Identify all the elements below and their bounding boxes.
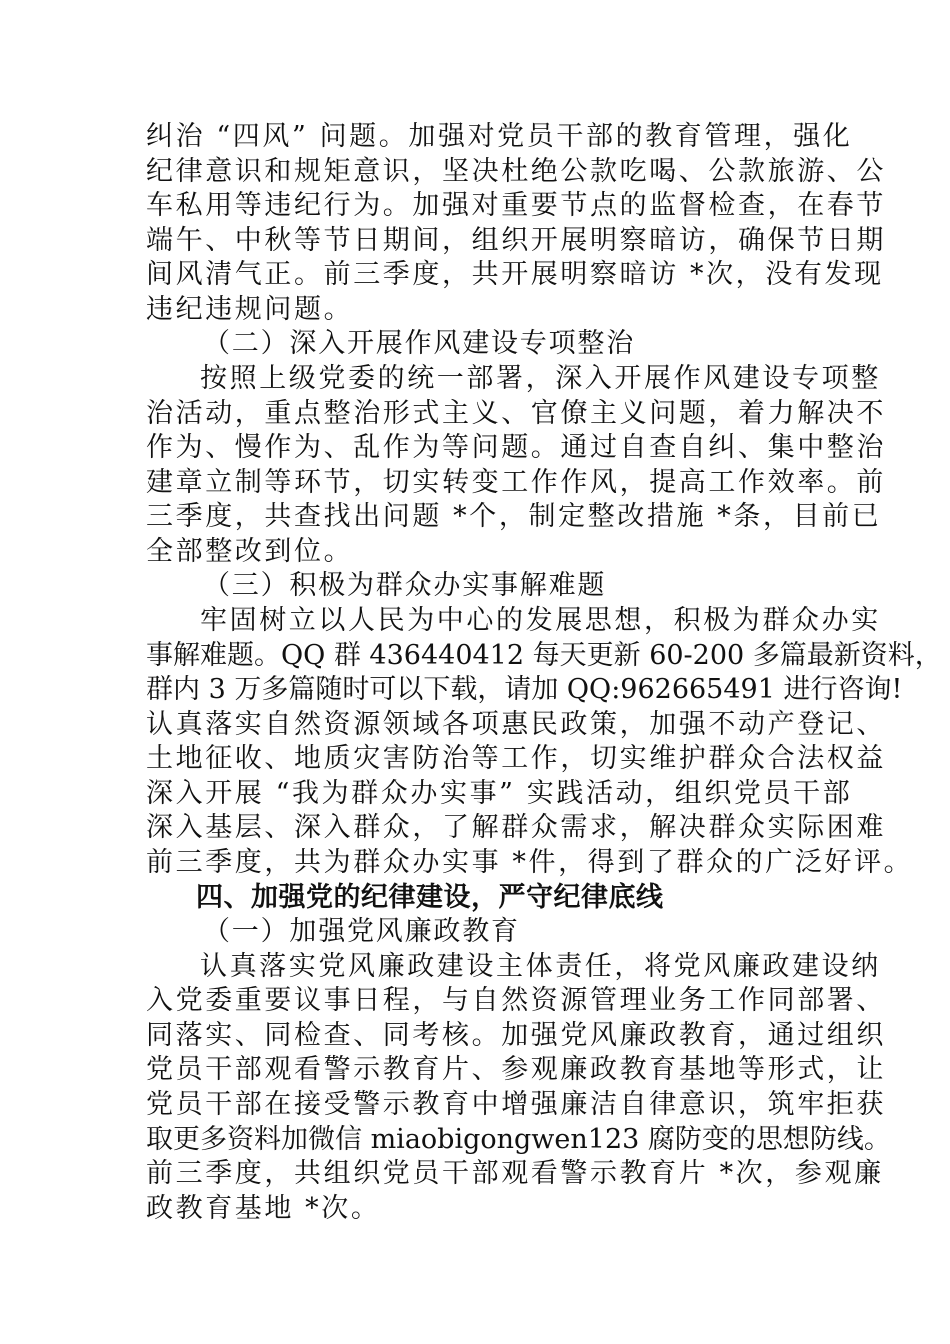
body-text-line: 三季度，共查找出问题 *个，制定整改措施 *条，目前已	[146, 501, 882, 532]
body-text-line: 党员干部观看警示教育片、参观廉政教育基地等形式，让	[146, 1054, 886, 1085]
body-text-line: 纪律意识和规矩意识，坚决杜绝公款吃喝、公款旅游、公	[146, 156, 886, 187]
section-subheading: （二）深入开展作风建设专项整治	[203, 328, 635, 359]
body-text-line: 同落实、同检查、同考核。加强党风廉政教育，通过组织	[146, 1020, 886, 1051]
section-subheading: （一）加强党风廉政教育	[203, 916, 520, 947]
body-text-line: 群内 3 万多篇随时可以下载，请加 QQ:962665491 进行咨询!	[146, 674, 903, 705]
body-text-line: 建章立制等环节，切实转变工作作风，提高工作效率。前	[146, 467, 886, 498]
body-text-line: 端午、中秋等节日期间，组织开展明察暗访，确保节日期	[146, 225, 886, 256]
body-text-line: 深入开展 “我为群众办实事” 实践活动，组织党员干部	[146, 778, 853, 809]
body-text-line: 入党委重要议事日程，与自然资源管理业务工作同部署、	[146, 985, 886, 1016]
body-text-line: 党员干部在接受警示教育中增强廉洁自律意识，筑牢拒获	[146, 1089, 886, 1120]
body-text-line: 前三季度，共组织党员干部观看警示教育片 *次，参观廉	[146, 1158, 884, 1189]
body-text-line: 取更多资料加微信 miaobigongwen123 腐防变的思想防线。	[146, 1124, 891, 1155]
body-text-line: 间风清气正。前三季度，共开展明察暗访 *次，没有发现	[146, 259, 884, 290]
body-text-line: 事解难题。QQ 群 436440412 每天更新 60-200 多篇最新资料，	[146, 640, 942, 671]
body-text-line: 违纪违规问题。	[146, 294, 354, 325]
body-text-line: 纠治 “四风” 问题。加强对党员干部的教育管理，强化	[146, 121, 853, 152]
body-text-line: 认真落实党风廉政建设主体责任，将党风廉政建设纳	[200, 951, 881, 982]
body-text-line: 政教育基地 *次。	[146, 1193, 381, 1224]
body-text-line: 按照上级党委的统一部署，深入开展作风建设专项整	[200, 363, 881, 394]
section-heading: 四、加强党的纪律建设，严守纪律底线	[196, 882, 664, 913]
body-text-line: 前三季度，共为群众办实事 *件，得到了群众的广泛好评。	[146, 847, 914, 878]
body-text-line: 深入基层、深入群众，了解群众需求，解决群众实际困难	[146, 812, 886, 843]
body-text-line: 土地征收、地质灾害防治等工作，切实维护群众合法权益	[146, 743, 886, 774]
body-text-line: 车私用等违纪行为。加强对重要节点的监督检查，在春节	[146, 190, 886, 221]
section-subheading: （三）积极为群众办实事解难题	[203, 570, 607, 601]
body-text-line: 认真落实自然资源领域各项惠民政策，加强不动产登记、	[146, 709, 886, 740]
body-text-line: 牢固树立以人民为中心的发展思想，积极为群众办实	[200, 605, 881, 636]
body-text-line: 全部整改到位。	[146, 536, 354, 567]
body-text-line: 作为、慢作为、乱作为等问题。通过自查自纠、集中整治	[146, 432, 886, 463]
body-text-line: 治活动，重点整治形式主义、官僚主义问题，着力解决不	[146, 398, 886, 429]
